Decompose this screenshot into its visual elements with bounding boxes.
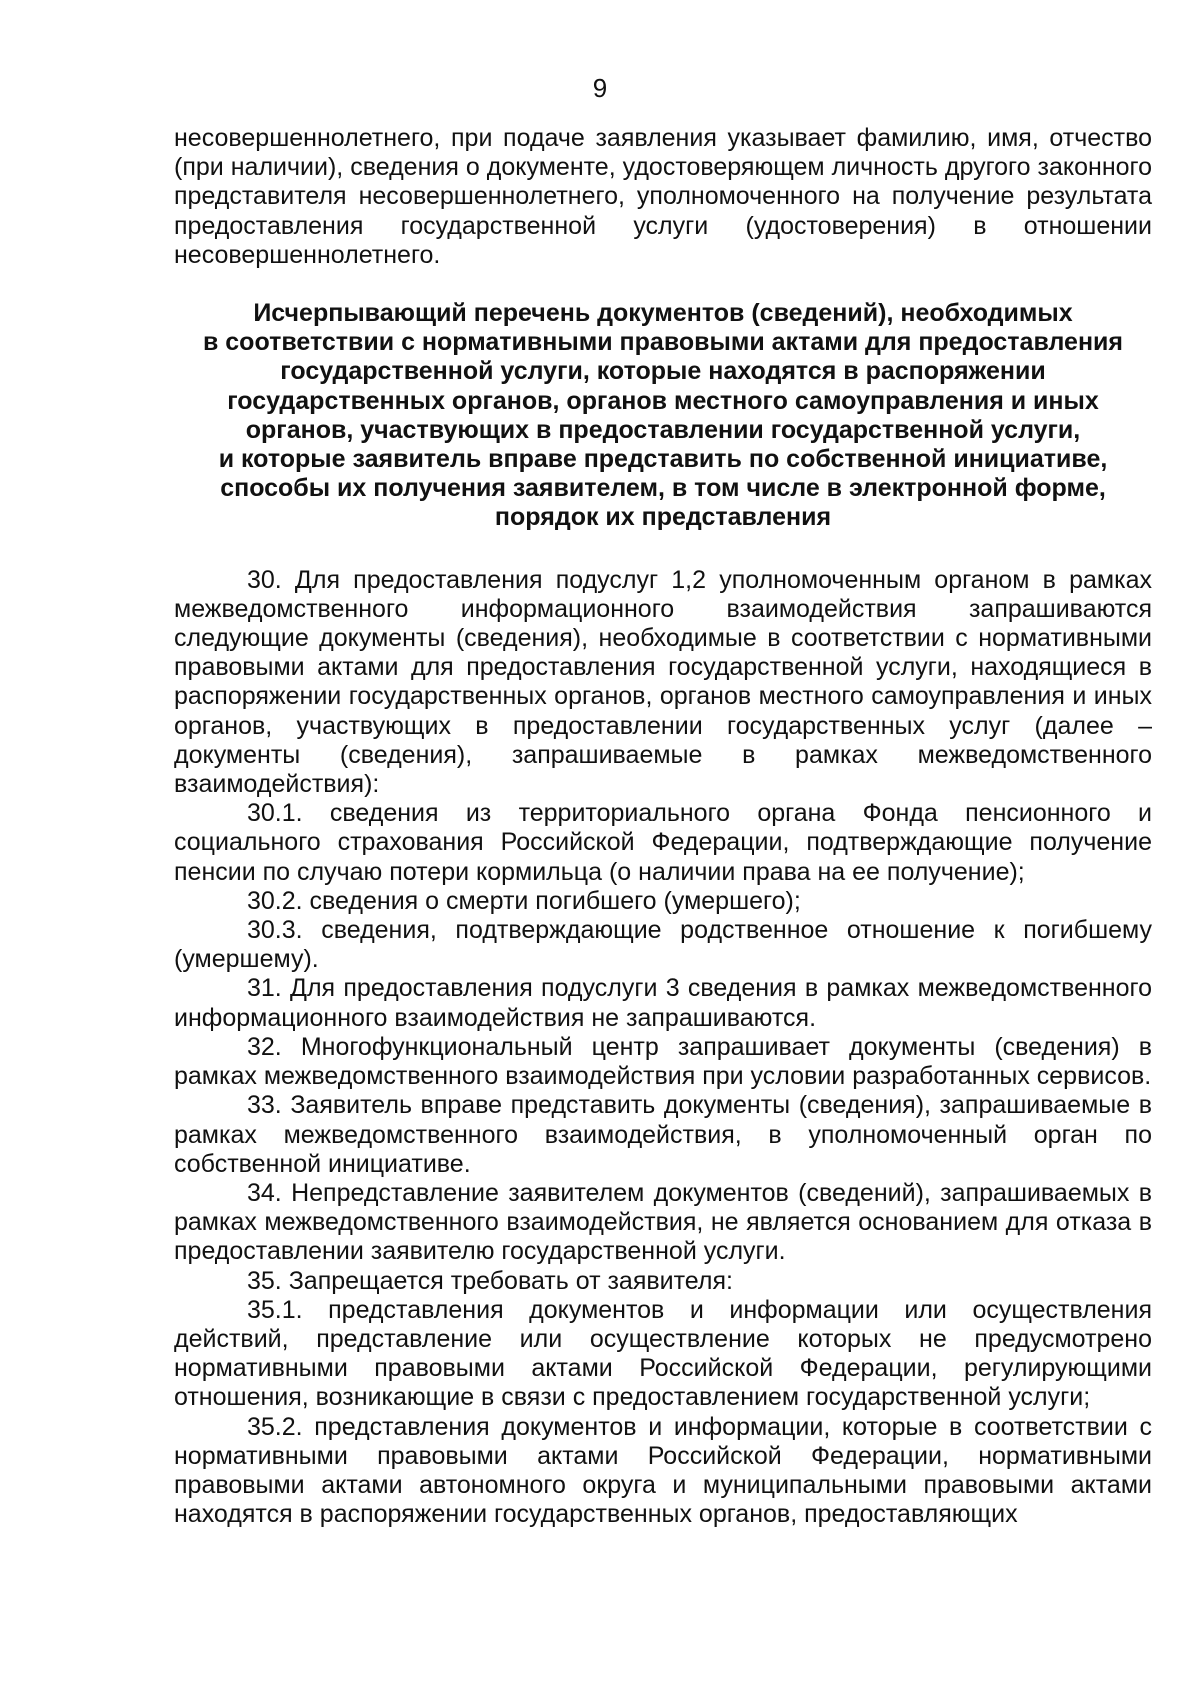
paragraph-30-3: 30.3. сведения, подтверждающие родственное отношение к погибшему (умершему).	[174, 916, 1152, 974]
document-body	[174, 124, 1152, 1529]
paragraph-30: 30. Для предоставления подуслуг 1,2 уполномоченным органом в рамках межведомственного информационного взаимодействия запрашиваются следующие документы (сведения), необходимые в соответствии с нормативными правовыми актами для предоставления государственной услуги, находящиеся в распоряжении государственных органов, органов местного самоуправления и иных органов, участвующих в предоставлении государственных услуг (далее – документы (сведения), запрашиваемые в рамках межведомственного взаимодействия):	[174, 565, 1152, 799]
heading-line: государственной услуги, которые находятся в распоряжении	[280, 357, 1046, 386]
paragraph-32: 32. Многофункциональный центр запрашивает документы (сведения) в рамках межведомственного взаимодействия при условии разработанных сервисов.	[174, 1032, 1152, 1091]
paragraph-34: 34. Непредставление заявителем документов (сведений), запрашиваемых в рамках межведомственного взаимодействия, не является основанием для отказа в предоставлении заявителю государственной услуги.	[174, 1178, 1152, 1266]
paragraph-33: 33. Заявитель вправе представить документы (сведения), запрашиваемые в рамках межведомственного взаимодействия, в уполномоченный орган по собственной инициативе.	[174, 1091, 1152, 1178]
heading-line: Исчерпывающий перечень документов (сведений), необходимых	[253, 299, 1073, 328]
heading-line: способы их получения заявителем, в том числе в электронной форме,	[220, 474, 1106, 503]
page-number: 9	[592, 73, 608, 103]
heading-line: в соответствии с нормативными правовыми актами для предоставления	[202, 328, 1124, 357]
paragraph-35-2: 35.2. представления документов и информации, которые в соответствии с нормативными правовыми актами Российской Федерации, нормативными правовыми актами автономного округа и муниципальными правовыми актами находятся в распоряжении государственных органов, предоставляющих	[174, 1412, 1152, 1529]
paragraph-31: 31. Для предоставления подуслуги 3 сведения в рамках межведомственного информационного взаимодействия не запрашиваются.	[174, 974, 1152, 1032]
heading-line: государственных органов, органов местного самоуправления и иных	[227, 386, 1099, 415]
intro-paragraph: несовершеннолетнего, при подаче заявления указывает фамилию, имя, отчество (при наличии), сведения о документе, удостоверяющем личность другого законного представителя несовершеннолетнего, уполномоченного на получение результата предоставления государственной услуги (удостоверения) в отношении несовершеннолетнего.	[174, 124, 1152, 269]
paragraph-35-1: 35.1. представления документов и информации или осуществления действий, представление или осуществление которых не предусмотрено нормативными правовыми актами Российской Федерации, регулирующими отношения, возникающие в связи с предоставлением государственной услуги;	[174, 1295, 1152, 1412]
paragraph-30-2: 30.2. сведения о смерти погибшего (умершего);	[247, 886, 801, 915]
heading-line: и которые заявитель вправе представить по собственной инициативе,	[218, 445, 1108, 474]
section-heading	[174, 299, 1152, 533]
heading-line: порядок их представления	[494, 503, 832, 532]
paragraph-30-1: 30.1. сведения из территориального органа Фонда пенсионного и социального страхования Российской Федерации, подтверждающие получение пенсии по случаю потери кормильца (о наличии права на ее получение);	[174, 799, 1152, 886]
paragraph-35: 35. Запрещается требовать от заявителя:	[247, 1266, 733, 1295]
heading-line: органов, участвующих в предоставлении государственной услуги,	[245, 415, 1081, 444]
